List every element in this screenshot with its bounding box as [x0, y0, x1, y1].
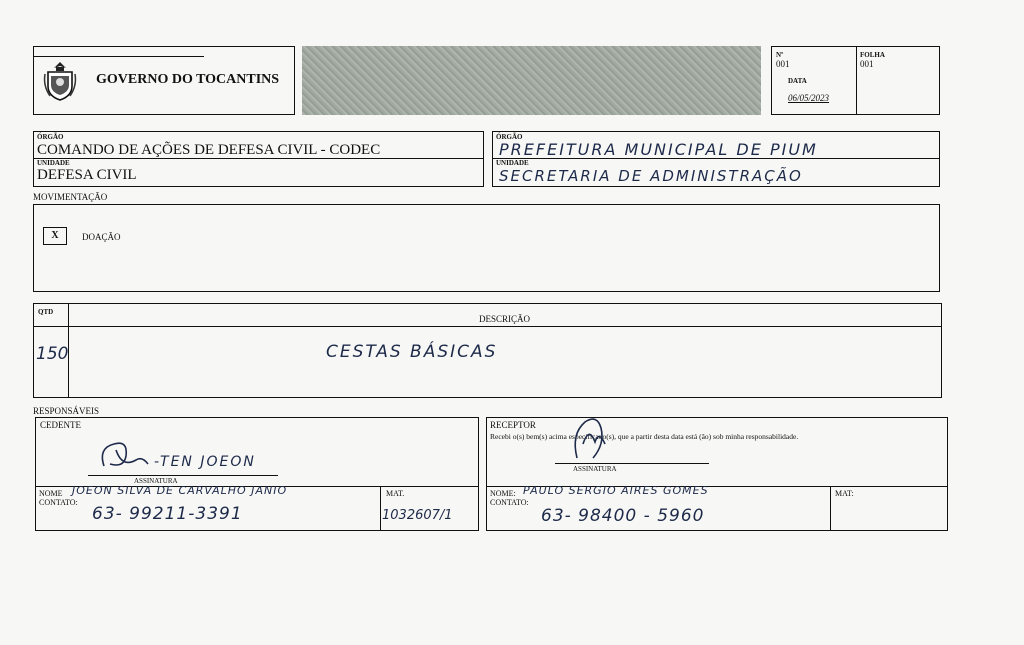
cedente-label: CEDENTE — [40, 420, 81, 430]
header-title: GOVERNO DO TOCANTINS — [96, 72, 280, 87]
origem-orgao-label: ÓRGÃO — [37, 133, 64, 141]
qtd-value: 150 — [36, 344, 69, 364]
data-label: DATA — [788, 77, 807, 85]
receptor-box — [486, 417, 948, 531]
folha-value: 001 — [860, 59, 874, 69]
cedente-contato-value: 63- 99211-3391 — [92, 504, 243, 524]
responsaveis-label: RESPONSÁVEIS — [33, 406, 100, 416]
data-value: 06/05/2023 — [788, 93, 830, 103]
doacao-label: DOAÇÃO — [82, 232, 121, 242]
movimentacao-box — [33, 204, 940, 292]
receptor-nome-label: NOME: — [490, 489, 516, 498]
origem-unidade-value: DEFESA CIVIL — [37, 167, 137, 183]
cedente-nome-value: JOEON SILVA DE CARVALHO JANIO — [72, 484, 288, 497]
destino-orgao-label: ÓRGÃO — [496, 133, 523, 141]
redacted-area — [302, 46, 761, 115]
origem-unidade-label: UNIDADE — [37, 159, 70, 167]
descricao-header: DESCRIÇÃO — [479, 314, 531, 324]
header-title-box — [33, 46, 295, 115]
cedente-nome-label: NOME — [39, 489, 63, 498]
cedente-mat-value: 1032607/1 — [382, 508, 453, 523]
receptor-signature — [567, 414, 617, 462]
descricao-value: CESTAS BÁSICAS — [326, 342, 498, 362]
cedente-contato-label: CONTATO: — [39, 498, 78, 507]
receptor-label: RECEPTOR — [490, 420, 536, 430]
doacao-checkbox[interactable] — [43, 227, 67, 245]
destino-unidade-value: SECRETARIA DE ADMINISTRAÇÃO — [499, 167, 803, 185]
cedente-signature-text: -TEN JOEON — [154, 454, 256, 470]
cedente-box — [35, 417, 479, 531]
receptor-mat-label: MAT: — [835, 489, 854, 498]
origem-box — [33, 131, 484, 187]
cedente-mat-label: MAT. — [386, 489, 405, 498]
receptor-declaration: Recebi o(s) bem(s) acima especificado(s), que a partir desta data está (ão) sob minha responsabilidade. — [490, 432, 799, 441]
origem-orgao-value: COMANDO DE AÇÕES DE DEFESA CIVIL - CODEC — [37, 142, 381, 158]
doacao-checkbox-mark: X — [51, 230, 59, 241]
receptor-contato-label: CONTATO: — [490, 498, 529, 507]
doc-number-box — [771, 46, 940, 115]
cedente-assinatura-label: ASSINATURA — [134, 477, 178, 485]
numero-value: 001 — [776, 59, 790, 69]
receptor-assinatura-label: ASSINATURA — [573, 465, 617, 473]
cedente-signature — [96, 438, 156, 474]
destino-box — [492, 131, 940, 187]
destino-unidade-label: UNIDADE — [496, 159, 529, 167]
numero-label: Nº — [776, 51, 784, 59]
header-top-rule — [34, 56, 204, 57]
coat-of-arms-icon — [42, 60, 78, 102]
receptor-contato-value: 63- 98400 - 5960 — [541, 506, 705, 526]
receptor-nome-value: PAULO SERGIO AIRES GOMES — [523, 484, 709, 497]
destino-orgao-value: PREFEITURA MUNICIPAL DE PIUM — [499, 140, 818, 159]
qtd-header: QTD — [38, 308, 54, 316]
itens-table — [33, 303, 942, 398]
folha-label: FOLHA — [860, 51, 885, 59]
movimentacao-label: MOVIMENTAÇÃO — [33, 192, 108, 202]
